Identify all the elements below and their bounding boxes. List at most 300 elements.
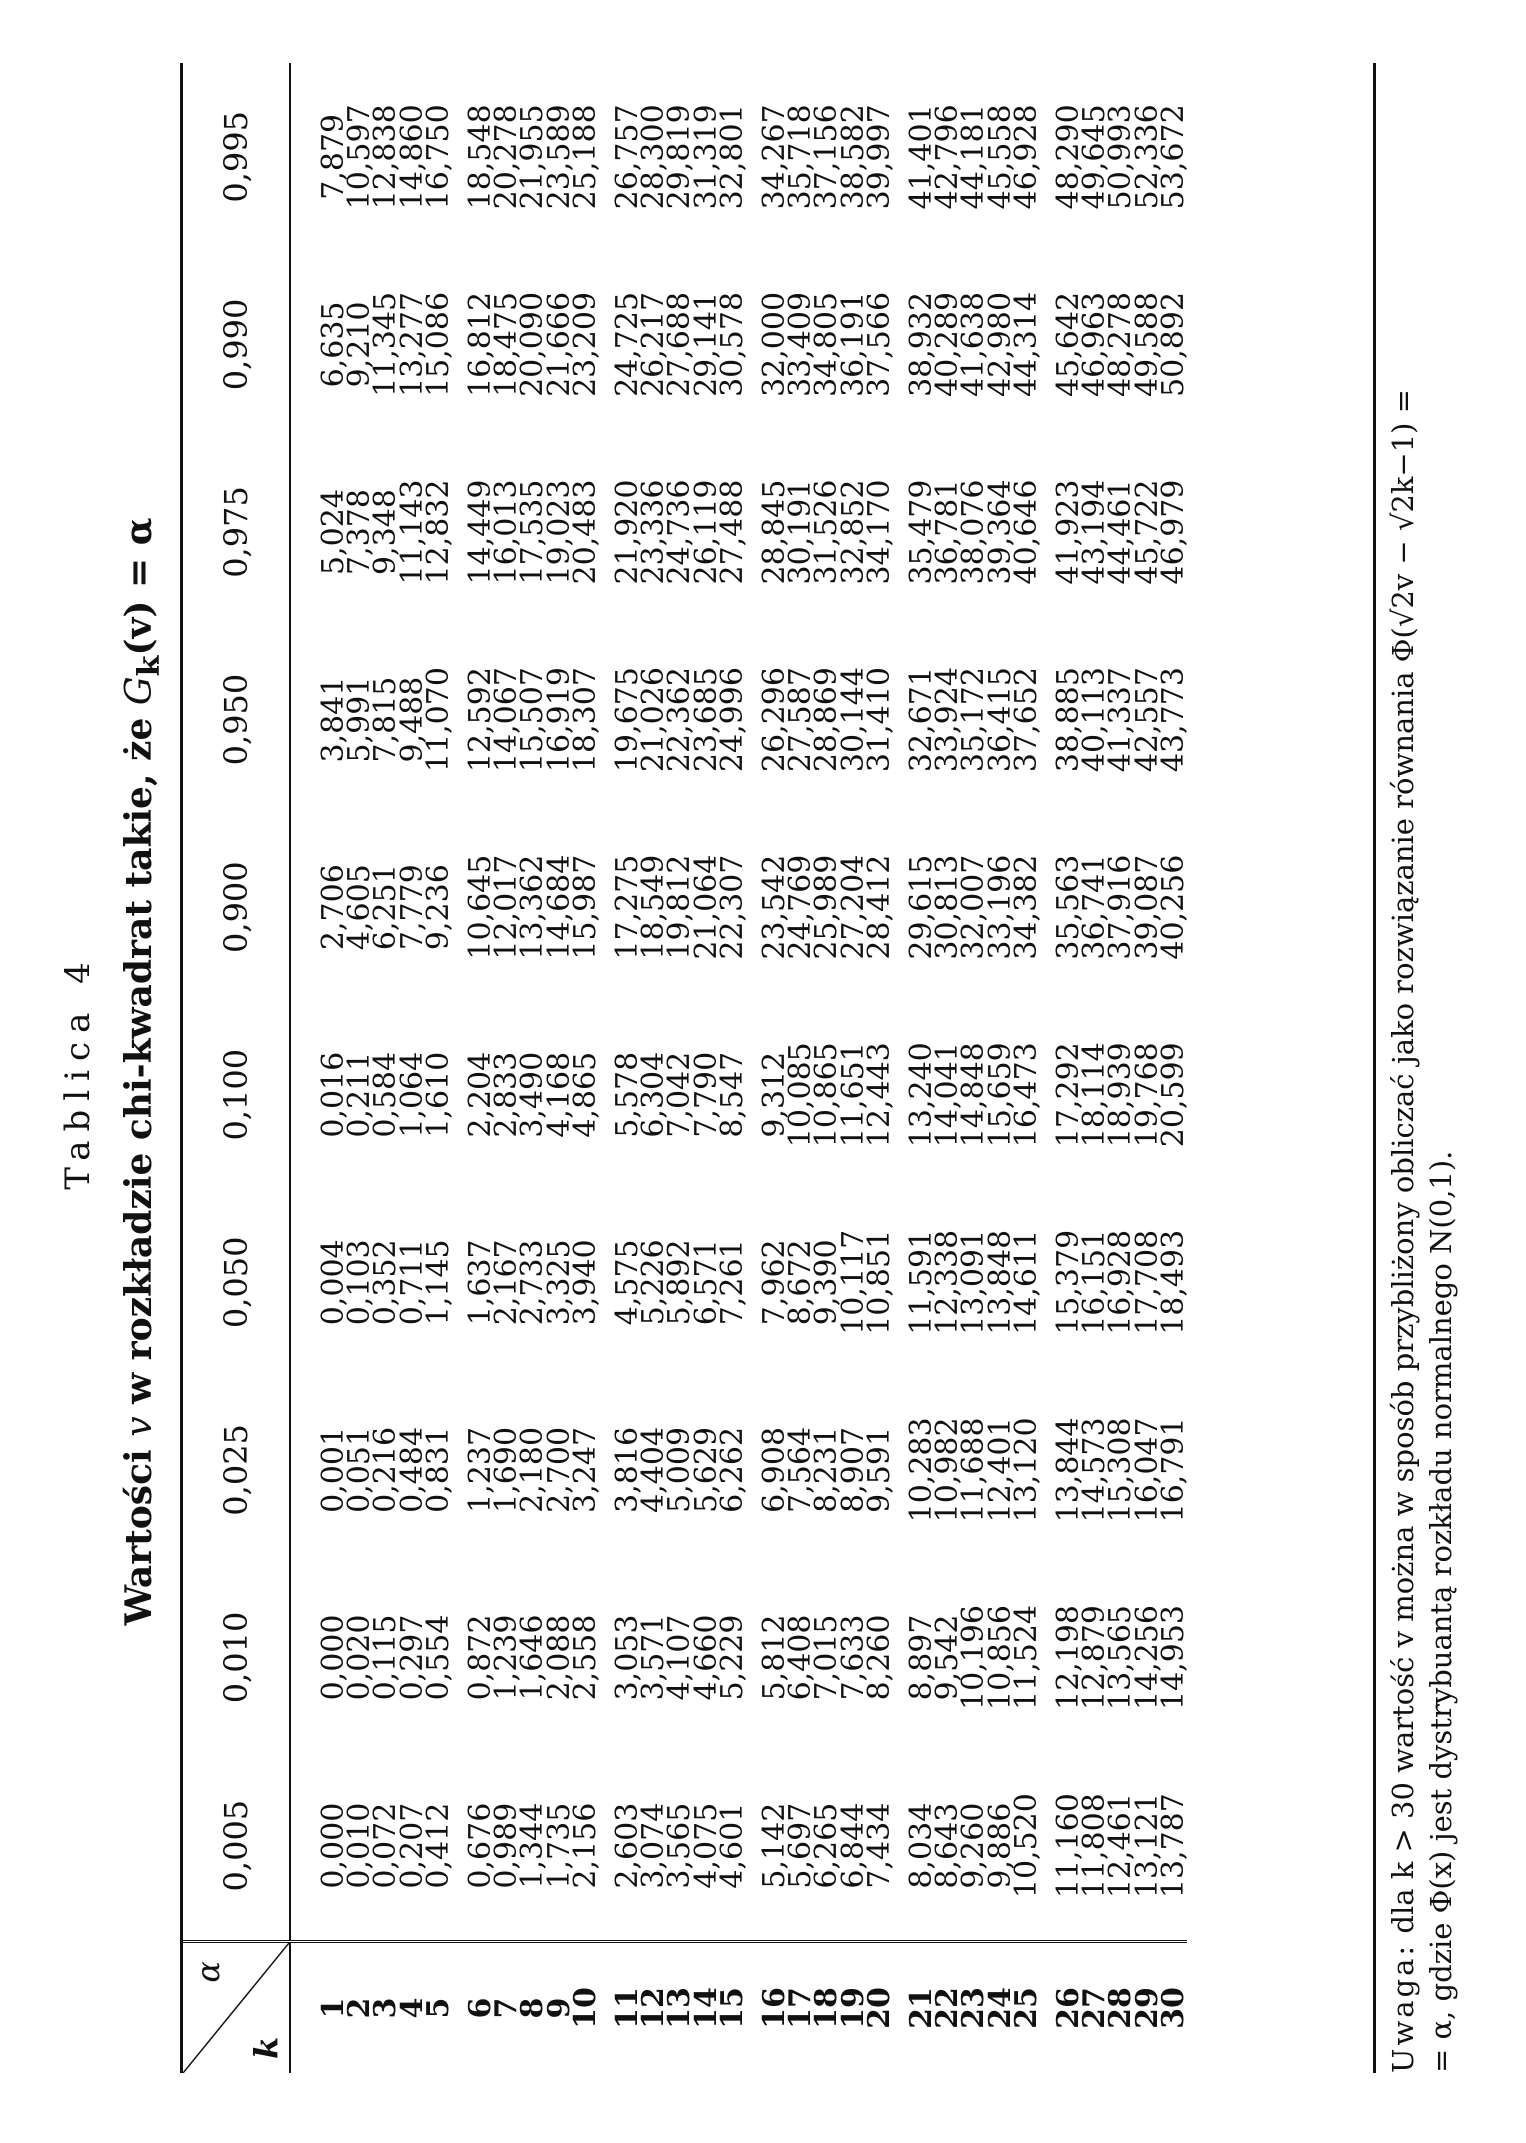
value-cell: 28,412 bbox=[861, 854, 897, 960]
value-cell: 9,390 bbox=[809, 1239, 845, 1326]
value-cell: 31,526 bbox=[809, 479, 845, 585]
value-cell: 4,168 bbox=[541, 1051, 577, 1138]
value-cell: 15,379 bbox=[1051, 1229, 1087, 1335]
value-cell: 0,711 bbox=[394, 1239, 430, 1326]
value-cell: 0,020 bbox=[342, 1614, 378, 1701]
value-cell: 36,415 bbox=[982, 667, 1018, 773]
value-cell: 14,848 bbox=[956, 1042, 992, 1148]
value-cell: 13,120 bbox=[1008, 1417, 1044, 1523]
value-cell: 12,461 bbox=[1103, 1793, 1139, 1899]
value-cell: 27,488 bbox=[714, 479, 750, 585]
value-cell: 3,841 bbox=[316, 676, 351, 763]
value-cell: 1,237 bbox=[463, 1426, 499, 1513]
value-cell: 44,461 bbox=[1103, 479, 1139, 585]
value-cell: 3,571 bbox=[636, 1614, 672, 1701]
column-header: 0,900 bbox=[183, 813, 290, 1001]
value-cell: 0,115 bbox=[368, 1614, 404, 1701]
value-cell: 3,816 bbox=[610, 1426, 646, 1513]
value-cell: 15,507 bbox=[515, 667, 551, 773]
k-cell: 7 bbox=[494, 1942, 520, 2074]
column-header: 0,995 bbox=[183, 63, 290, 251]
value-cell: 14,041 bbox=[930, 1042, 966, 1148]
value-cell: 37,156 bbox=[809, 104, 845, 210]
corner-cell bbox=[183, 1942, 290, 2074]
value-cell: 7,633 bbox=[835, 1614, 871, 1701]
value-cell: 1,646 bbox=[515, 1614, 551, 1701]
value-cell: 5,892 bbox=[662, 1239, 698, 1326]
value-cell: 1,735 bbox=[541, 1802, 577, 1889]
value-cell: 14,256 bbox=[1129, 1604, 1165, 1710]
value-cell: 34,170 bbox=[861, 479, 897, 585]
value-cell: 20,278 bbox=[489, 104, 525, 210]
value-cell: 38,582 bbox=[835, 104, 871, 210]
value-cell: 11,591 bbox=[904, 1229, 940, 1335]
value-cell: 32,801 bbox=[714, 104, 750, 210]
value-cell: 11,070 bbox=[420, 667, 456, 773]
value-cell: 12,017 bbox=[489, 854, 525, 960]
value-cell: 27,587 bbox=[783, 667, 819, 773]
value-cell: 9,312 bbox=[757, 1051, 793, 1138]
value-cell: 32,007 bbox=[956, 854, 992, 960]
value-cell: 7,879 bbox=[316, 113, 351, 200]
value-cell: 31,410 bbox=[861, 667, 897, 773]
k-cell: 16 bbox=[746, 1942, 788, 2074]
value-cell: 33,924 bbox=[930, 667, 966, 773]
value-cell: 30,813 bbox=[930, 854, 966, 960]
value-cell: 6,908 bbox=[757, 1426, 793, 1513]
value-cell: 12,443 bbox=[861, 1042, 897, 1148]
value-cell: 13,787 bbox=[1155, 1793, 1191, 1899]
value-cell: 16,919 bbox=[541, 667, 577, 773]
table-row bbox=[1040, 63, 1082, 2073]
value-cell: 18,548 bbox=[463, 104, 499, 210]
value-cell: 21,666 bbox=[541, 291, 577, 397]
column-header: 0,050 bbox=[183, 1189, 290, 1377]
value-cell: 13,565 bbox=[1103, 1604, 1139, 1710]
k-cell: 5 bbox=[426, 1942, 452, 2074]
value-cell: 10,856 bbox=[982, 1604, 1018, 1710]
value-cell: 9,236 bbox=[420, 864, 456, 951]
value-cell: 46,979 bbox=[1155, 479, 1191, 585]
value-cell: 16,750 bbox=[420, 104, 456, 210]
value-cell: 7,261 bbox=[714, 1239, 750, 1326]
value-cell: 1,145 bbox=[420, 1239, 456, 1326]
value-cell: 5,697 bbox=[783, 1802, 819, 1889]
value-cell: 39,997 bbox=[861, 104, 897, 210]
value-cell: 35,563 bbox=[1051, 854, 1087, 960]
value-cell: 8,034 bbox=[904, 1802, 940, 1889]
value-cell: 22,362 bbox=[662, 667, 698, 773]
value-cell: 26,217 bbox=[636, 291, 672, 397]
value-cell: 42,796 bbox=[930, 104, 966, 210]
value-cell: 13,848 bbox=[982, 1229, 1018, 1335]
value-cell: 16,473 bbox=[1008, 1042, 1044, 1148]
value-cell: 22,307 bbox=[714, 854, 750, 960]
value-cell: 29,615 bbox=[904, 854, 940, 960]
value-cell: 6,571 bbox=[688, 1239, 724, 1326]
footnote-line2: = α, gdzie Φ(x) jest dystrybuantą rozkładu normalnego N(0,1). bbox=[1424, 1150, 1458, 2073]
value-cell: 15,987 bbox=[567, 854, 603, 960]
column-header: 0,990 bbox=[183, 251, 290, 439]
value-cell: 23,336 bbox=[636, 479, 672, 585]
value-cell: 12,338 bbox=[930, 1229, 966, 1335]
k-cell: 8 bbox=[520, 1942, 546, 2074]
value-cell: 0,554 bbox=[420, 1614, 456, 1701]
table-row bbox=[452, 63, 494, 2073]
value-cell: 13,844 bbox=[1051, 1417, 1087, 1523]
value-cell: 32,000 bbox=[757, 291, 793, 397]
value-cell: 37,916 bbox=[1103, 854, 1139, 960]
k-symbol: k bbox=[246, 2036, 285, 2059]
value-cell: 8,643 bbox=[930, 1802, 966, 1889]
value-cell: 7,779 bbox=[394, 864, 430, 951]
value-cell: 5,229 bbox=[714, 1614, 750, 1701]
value-cell: 0,000 bbox=[316, 1802, 351, 1889]
value-cell: 11,808 bbox=[1077, 1793, 1113, 1899]
table-row bbox=[893, 63, 935, 2073]
value-cell: 21,920 bbox=[610, 479, 646, 585]
value-cell: 49,588 bbox=[1129, 291, 1165, 397]
value-cell: 41,923 bbox=[1051, 479, 1087, 585]
value-cell: 9,591 bbox=[861, 1426, 897, 1513]
k-cell: 13 bbox=[667, 1942, 693, 2074]
chi-square-table bbox=[180, 63, 1376, 2073]
value-cell: 6,844 bbox=[835, 1802, 871, 1889]
value-cell: 33,409 bbox=[783, 291, 819, 397]
quantile-table bbox=[183, 63, 1191, 2073]
value-cell: 34,267 bbox=[757, 104, 793, 210]
value-cell: 0,051 bbox=[342, 1426, 378, 1513]
value-cell: 15,086 bbox=[420, 291, 456, 397]
value-cell: 0,989 bbox=[489, 1802, 525, 1889]
value-cell: 43,773 bbox=[1155, 667, 1191, 773]
value-cell: 37,652 bbox=[1008, 667, 1044, 773]
value-cell: 18,493 bbox=[1155, 1229, 1191, 1335]
value-cell: 2,180 bbox=[515, 1426, 551, 1513]
value-cell: 7,790 bbox=[688, 1051, 724, 1138]
value-cell: 0,216 bbox=[368, 1426, 404, 1513]
value-cell: 20,483 bbox=[567, 479, 603, 585]
value-cell: 41,337 bbox=[1103, 667, 1139, 773]
value-cell: 9,260 bbox=[956, 1802, 992, 1889]
value-cell: 10,196 bbox=[956, 1604, 992, 1710]
value-cell: 38,076 bbox=[956, 479, 992, 585]
value-cell: 1,064 bbox=[394, 1051, 430, 1138]
value-cell: 7,042 bbox=[662, 1051, 698, 1138]
value-cell: 7,378 bbox=[342, 489, 378, 575]
value-cell: 4,605 bbox=[342, 864, 378, 951]
title-text-3: (v) = α bbox=[118, 517, 160, 656]
value-cell: 14,611 bbox=[1008, 1229, 1044, 1335]
k-cell: 27 bbox=[1082, 1942, 1108, 2074]
value-cell: 23,685 bbox=[688, 667, 724, 773]
value-cell: 10,117 bbox=[835, 1229, 871, 1335]
value-cell: 16,047 bbox=[1129, 1417, 1165, 1523]
column-header: 0,950 bbox=[183, 626, 290, 814]
k-cell: 25 bbox=[1014, 1942, 1040, 2074]
value-cell: 2,167 bbox=[489, 1239, 525, 1326]
value-cell: 14,067 bbox=[489, 667, 525, 773]
value-cell: 46,928 bbox=[1008, 104, 1044, 210]
value-cell: 9,348 bbox=[368, 489, 404, 575]
value-cell: 41,401 bbox=[904, 104, 940, 210]
value-cell: 36,191 bbox=[835, 291, 871, 397]
k-cell: 14 bbox=[694, 1942, 720, 2074]
value-cell: 11,345 bbox=[368, 291, 404, 397]
value-cell: 36,781 bbox=[930, 479, 966, 585]
value-cell: 40,289 bbox=[930, 291, 966, 397]
value-cell: 18,114 bbox=[1077, 1042, 1113, 1148]
value-cell: 1,239 bbox=[489, 1614, 525, 1701]
value-cell: 2,833 bbox=[489, 1051, 525, 1138]
value-cell: 12,401 bbox=[982, 1417, 1018, 1523]
value-cell: 14,449 bbox=[463, 479, 499, 585]
value-cell: 9,488 bbox=[394, 676, 430, 763]
value-cell: 0,352 bbox=[368, 1239, 404, 1326]
value-cell: 11,688 bbox=[956, 1417, 992, 1523]
value-cell: 1,637 bbox=[463, 1239, 499, 1326]
value-cell: 13,121 bbox=[1129, 1793, 1165, 1899]
table-title bbox=[118, 0, 167, 2143]
value-cell: 26,296 bbox=[757, 667, 793, 773]
value-cell: 28,300 bbox=[636, 104, 672, 210]
value-cell: 19,023 bbox=[541, 479, 577, 585]
value-cell: 0,000 bbox=[316, 1614, 351, 1701]
value-cell: 8,907 bbox=[835, 1426, 871, 1513]
title-text-1: Wartości bbox=[118, 1436, 160, 1626]
value-cell: 36,741 bbox=[1077, 854, 1113, 960]
value-cell: 3,325 bbox=[541, 1239, 577, 1326]
footnote bbox=[1384, 63, 1460, 2073]
value-cell: 0,584 bbox=[368, 1051, 404, 1138]
value-cell: 43,194 bbox=[1077, 479, 1113, 585]
value-cell: 4,075 bbox=[688, 1802, 724, 1889]
value-cell: 31,319 bbox=[688, 104, 724, 210]
value-cell: 24,769 bbox=[783, 854, 819, 960]
value-cell: 15,659 bbox=[982, 1042, 1018, 1148]
table-row bbox=[599, 63, 641, 2073]
value-cell: 2,733 bbox=[515, 1239, 551, 1326]
value-cell: 13,091 bbox=[956, 1229, 992, 1335]
value-cell: 0,297 bbox=[394, 1614, 430, 1701]
title-var: v bbox=[119, 1416, 160, 1437]
value-cell: 30,578 bbox=[714, 291, 750, 397]
value-cell: 12,592 bbox=[463, 667, 499, 773]
value-cell: 53,672 bbox=[1155, 104, 1191, 210]
value-cell: 30,191 bbox=[783, 479, 819, 585]
value-cell: 16,013 bbox=[489, 479, 525, 585]
value-cell: 14,953 bbox=[1155, 1604, 1191, 1710]
value-cell: 0,676 bbox=[463, 1802, 499, 1889]
value-cell: 13,362 bbox=[515, 854, 551, 960]
value-cell: 4,404 bbox=[636, 1426, 672, 1513]
header-row bbox=[183, 63, 290, 2073]
value-cell: 23,542 bbox=[757, 854, 793, 960]
value-cell: 40,256 bbox=[1155, 854, 1191, 960]
value-cell: 9,542 bbox=[930, 1614, 966, 1701]
k-cell: 3 bbox=[373, 1942, 399, 2074]
value-cell: 2,204 bbox=[463, 1051, 499, 1138]
value-cell: 0,872 bbox=[463, 1614, 499, 1701]
k-cell: 11 bbox=[599, 1942, 641, 2074]
table-row bbox=[426, 63, 452, 2073]
value-cell: 18,307 bbox=[567, 667, 603, 773]
value-cell: 26,119 bbox=[688, 479, 724, 585]
value-cell: 10,645 bbox=[463, 854, 499, 960]
value-cell: 5,142 bbox=[757, 1802, 793, 1889]
k-cell: 24 bbox=[988, 1942, 1014, 2074]
value-cell: 50,993 bbox=[1103, 104, 1139, 210]
value-cell: 27,688 bbox=[662, 291, 698, 397]
value-cell: 6,251 bbox=[368, 864, 404, 951]
value-cell: 6,265 bbox=[809, 1802, 845, 1889]
value-cell: 45,558 bbox=[982, 104, 1018, 210]
value-cell: 40,646 bbox=[1008, 479, 1044, 585]
table-row bbox=[720, 63, 746, 2073]
k-cell: 17 bbox=[788, 1942, 814, 2074]
value-cell: 0,103 bbox=[342, 1239, 378, 1326]
value-cell: 0,010 bbox=[342, 1802, 378, 1889]
value-cell: 42,980 bbox=[982, 291, 1018, 397]
value-cell: 32,852 bbox=[835, 479, 871, 585]
value-cell: 45,722 bbox=[1129, 479, 1165, 585]
value-cell: 25,188 bbox=[567, 104, 603, 210]
column-header: 0,010 bbox=[183, 1564, 290, 1752]
k-cell: 2 bbox=[347, 1942, 373, 2074]
value-cell: 2,156 bbox=[567, 1802, 603, 1889]
value-cell: 38,932 bbox=[904, 291, 940, 397]
value-cell: 35,718 bbox=[783, 104, 819, 210]
value-cell: 17,535 bbox=[515, 479, 551, 585]
value-cell: 21,026 bbox=[636, 667, 672, 773]
footnote-line1: dla k > 30 wartość v można w sposób przybliżony obliczać jako rozwiązanie równania Φ(√2v − √2k−1) = bbox=[1386, 389, 1420, 1943]
value-cell: 0,016 bbox=[316, 1051, 351, 1138]
k-cell: 23 bbox=[961, 1942, 987, 2074]
value-cell: 16,928 bbox=[1103, 1229, 1139, 1335]
value-cell: 35,172 bbox=[956, 667, 992, 773]
value-cell: 5,991 bbox=[342, 676, 378, 763]
value-cell: 12,838 bbox=[368, 104, 404, 210]
value-cell: 1,344 bbox=[515, 1802, 551, 1889]
value-cell: 46,963 bbox=[1077, 291, 1113, 397]
value-cell: 11,524 bbox=[1008, 1604, 1044, 1710]
value-cell: 19,768 bbox=[1129, 1042, 1165, 1148]
k-cell: 20 bbox=[867, 1942, 893, 2074]
k-cell: 26 bbox=[1040, 1942, 1082, 2074]
value-cell: 24,736 bbox=[662, 479, 698, 585]
value-cell: 4,107 bbox=[662, 1614, 698, 1701]
value-cell: 24,725 bbox=[610, 291, 646, 397]
value-cell: 10,865 bbox=[809, 1042, 845, 1148]
value-cell: 41,638 bbox=[956, 291, 992, 397]
value-cell: 2,700 bbox=[541, 1426, 577, 1513]
value-cell: 0,484 bbox=[394, 1426, 430, 1513]
value-cell: 26,757 bbox=[610, 104, 646, 210]
value-cell: 0,211 bbox=[342, 1051, 378, 1138]
k-cell: 28 bbox=[1108, 1942, 1134, 2074]
value-cell: 40,113 bbox=[1077, 667, 1113, 773]
value-cell: 7,962 bbox=[757, 1239, 793, 1326]
k-cell: 4 bbox=[400, 1942, 426, 2074]
value-cell: 30,144 bbox=[835, 667, 871, 773]
value-cell: 2,088 bbox=[541, 1614, 577, 1701]
k-cell: 6 bbox=[452, 1942, 494, 2074]
value-cell: 7,015 bbox=[809, 1614, 845, 1701]
value-cell: 14,860 bbox=[394, 104, 430, 210]
value-cell: 48,278 bbox=[1103, 291, 1139, 397]
value-cell: 44,314 bbox=[1008, 291, 1044, 397]
column-header: 0,975 bbox=[183, 438, 290, 626]
value-cell: 5,226 bbox=[636, 1239, 672, 1326]
value-cell: 17,275 bbox=[610, 854, 646, 960]
value-cell: 34,805 bbox=[809, 291, 845, 397]
value-cell: 3,074 bbox=[636, 1802, 672, 1889]
k-cell: 15 bbox=[720, 1942, 746, 2074]
k-cell: 10 bbox=[573, 1942, 599, 2074]
value-cell: 6,262 bbox=[714, 1426, 750, 1513]
k-cell: 29 bbox=[1135, 1942, 1161, 2074]
k-cell: 1 bbox=[290, 1942, 347, 2074]
value-cell: 20,090 bbox=[515, 291, 551, 397]
value-cell: 16,812 bbox=[463, 291, 499, 397]
k-cell: 18 bbox=[814, 1942, 840, 2074]
k-cell: 21 bbox=[893, 1942, 935, 2074]
value-cell: 42,557 bbox=[1129, 667, 1165, 773]
value-cell: 10,851 bbox=[861, 1229, 897, 1335]
value-cell: 7,434 bbox=[861, 1802, 897, 1889]
value-cell: 1,690 bbox=[489, 1426, 525, 1513]
value-cell: 49,645 bbox=[1077, 104, 1113, 210]
value-cell: 5,578 bbox=[610, 1051, 646, 1138]
value-cell: 3,565 bbox=[662, 1802, 698, 1889]
value-cell: 38,885 bbox=[1051, 667, 1087, 773]
title-text-2: w rozkładzie chi-kwadrat takie, że bbox=[118, 705, 160, 1417]
value-cell: 25,989 bbox=[809, 854, 845, 960]
value-cell: 50,892 bbox=[1155, 291, 1191, 397]
column-header: 0,025 bbox=[183, 1376, 290, 1564]
value-cell: 18,475 bbox=[489, 291, 525, 397]
column-header: 0,100 bbox=[183, 1001, 290, 1189]
value-cell: 2,706 bbox=[316, 864, 351, 951]
value-cell: 10,520 bbox=[1008, 1793, 1044, 1899]
value-cell: 8,231 bbox=[809, 1426, 845, 1513]
value-cell: 0,831 bbox=[420, 1426, 456, 1513]
column-header: 0,005 bbox=[183, 1751, 290, 1941]
value-cell: 24,996 bbox=[714, 667, 750, 773]
title-formula: G bbox=[119, 676, 160, 706]
value-cell: 21,955 bbox=[515, 104, 551, 210]
table-row bbox=[1161, 63, 1187, 2073]
value-cell: 10,597 bbox=[342, 104, 378, 210]
value-cell: 6,635 bbox=[316, 301, 351, 388]
value-cell: 13,277 bbox=[394, 291, 430, 397]
value-cell: 0,072 bbox=[368, 1802, 404, 1889]
k-cell: 12 bbox=[641, 1942, 667, 2074]
value-cell: 7,564 bbox=[783, 1426, 819, 1513]
value-cell: 5,629 bbox=[688, 1426, 724, 1513]
value-cell: 39,087 bbox=[1129, 854, 1165, 960]
value-cell: 34,382 bbox=[1008, 854, 1044, 960]
value-cell: 52,336 bbox=[1129, 104, 1165, 210]
value-cell: 28,845 bbox=[757, 479, 793, 585]
value-cell: 44,181 bbox=[956, 104, 992, 210]
value-cell: 14,573 bbox=[1077, 1417, 1113, 1523]
value-cell: 14,684 bbox=[541, 854, 577, 960]
value-cell: 12,879 bbox=[1077, 1604, 1113, 1710]
value-cell: 9,886 bbox=[982, 1802, 1018, 1889]
value-cell: 2,558 bbox=[567, 1614, 603, 1701]
value-cell: 5,024 bbox=[316, 489, 351, 575]
